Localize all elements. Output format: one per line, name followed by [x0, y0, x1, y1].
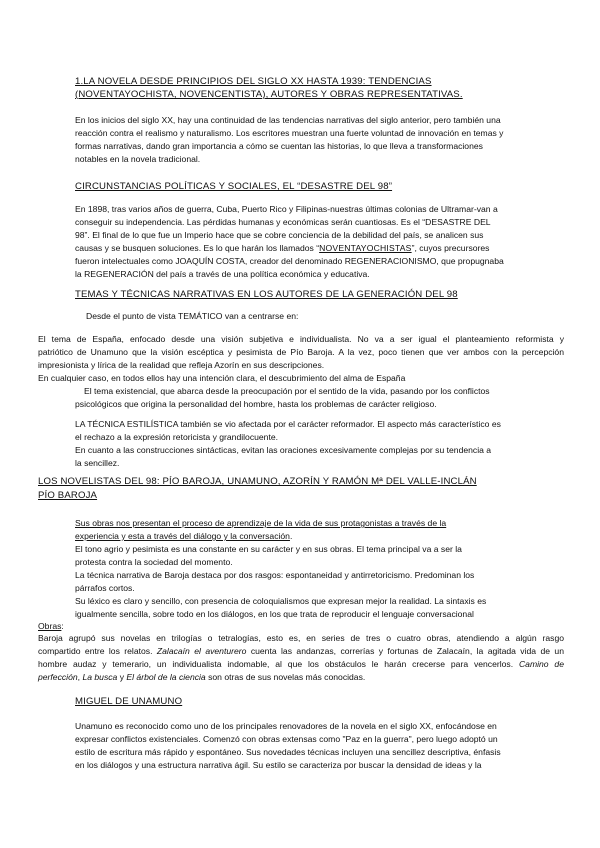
paragraph-line: párrafos cortos.	[75, 583, 135, 593]
paragraph-line: estilo de escritura más rápido y espontáneo. Sus novedades técnicas incluyen una sencillez descriptiva, énfasis	[75, 747, 501, 757]
paragraph-text: compartido entre los relatos.	[38, 646, 157, 656]
paragraph-line: conseguir su independencia. Las pérdidas humanas y económicas serán cuantiosas. Es el “DESASTRE DEL	[75, 217, 491, 227]
paragraph-text: y	[117, 672, 127, 682]
subintro-line: Desde el punto de vista TEMÁTICO van a centrarse en:	[86, 311, 299, 321]
intro-line: formas narrativas, dando gran importancia a cómo se cuentan las historias, lo que lleva a transformaciones	[75, 141, 483, 151]
paragraph-line: Baroja agrupó sus novelas en trilogías o tetralogías, esto es, en series de tres o cuatro obras, atendiendo a algún rasgo	[38, 633, 564, 643]
paragraph-line: El tema de España, enfocado desde una visión subjetiva e individualista. No va a ser igual el planteamiento reformista y	[38, 334, 564, 344]
document-title-line-2: (NOVENTAYOCHISTA, NOVENCENTISTA), AUTORES Y OBRAS REPRESENTATIVAS.	[75, 89, 463, 100]
paragraph-line: impresionista y lírica de la realidad que refleja Azorín en sus descripciones.	[38, 360, 325, 370]
subheading-pio-baroja: PÍO BAROJA	[38, 490, 98, 501]
book-title: Zalacaín el aventurero	[156, 646, 247, 656]
paragraph-line: patriótico de Unamuno que la visión escéptica y pesimista de Pío Baroja. A la vez, poco tienen que ver ambos con la percepción	[38, 347, 564, 357]
paragraph-line: Unamuno es reconocido como uno de los principales renovadores de la novela en el siglo XX, enfocándose en	[75, 721, 497, 731]
paragraph-line: La técnica narrativa de Baroja destaca por dos rasgos: espontaneidad y antirretoricismo. Predominan los	[75, 570, 475, 580]
paragraph-line: el rechazo a la expresión retoricista y grandilocuente.	[75, 432, 279, 442]
paragraph-line: En cuanto a las construcciones sintácticas, evitan las oraciones excesivamente complejas por su tendencia a	[75, 445, 492, 455]
paragraph-line: LA TÉCNICA ESTILÍSTICA también se vio afectada por el carácter reformador. El aspecto más característico es	[75, 419, 501, 429]
paragraph-text: experiencia y esta a través del diálogo y la conversación	[75, 531, 290, 541]
paragraph-line: expresar conflictos existenciales. Comenzó con obras extensas como "Paz en la guerra", pero luego adoptó un	[75, 734, 498, 744]
section-heading-temas: TEMAS Y TÉCNICAS NARRATIVAS EN LOS AUTORES DE LA GENERACIÓN DEL 98	[75, 289, 458, 300]
paragraph-line	[38, 645, 564, 657]
paragraph-line: En cualquier caso, en todos ellos hay una intención clara, el descubrimiento del alma de España	[38, 373, 406, 383]
paragraph-line: En 1898, tras varios años de guerra, Cuba, Puerto Rico y Filipinas-nuestras últimas colonias de Ultramar-van a	[75, 204, 498, 214]
paragraph-line: El tono agrio y pesimista es una constante en su carácter y en sus obras. El tema principal va a ser la	[75, 544, 462, 554]
book-title: El árbol de la ciencia	[126, 672, 206, 682]
paragraph-line	[38, 671, 365, 683]
section-heading-unamuno: MIGUEL DE UNAMUNO	[75, 696, 183, 707]
paragraph-line	[75, 242, 489, 254]
paragraph-text: hombre audaz y temerario, un individualista indomable, al que los obstáculos le harán crecerse para vencerlos.	[38, 659, 514, 669]
intro-line: reacción contra el realismo y naturalismo. Los escritores muestran una fuerte voluntad de innovación en temas y	[75, 128, 504, 138]
paragraph-line: igualmente sencilla, sobre todo en los diálogos, en los que trata de reproducir el lenguaje conversacional	[75, 609, 474, 619]
paragraph-line: la sencillez.	[75, 458, 120, 468]
paragraph-text: ”, cuyos precursores	[411, 243, 490, 253]
paragraph-line: en los diálogos y una estructura narrativa ágil. Su estilo se caracteriza por buscar la densidad de ideas y la	[75, 760, 482, 770]
intro-line: En los inicios del siglo XX, hay una continuidad de las tendencias narrativas del siglo anterior, pero también una	[75, 115, 501, 125]
paragraph-line: protesta contra la sociedad del momento.	[75, 557, 233, 567]
section-heading-circunstancias: CIRCUNSTANCIAS POLÍTICAS Y SOCIALES, EL “DESASTRE DEL 98”	[75, 181, 393, 192]
paragraph-line: fueron intelectuales como JOAQUÍN COSTA, creador del denominado REGENERACIONISMO, que propugnaba	[75, 256, 504, 266]
paragraph-text: :	[61, 621, 64, 631]
book-title: perfección	[38, 672, 78, 682]
book-title: La busca	[82, 672, 118, 682]
obras-label: Obras	[38, 621, 62, 631]
paragraph-line: Su léxico es claro y sencillo, con presencia de coloquialismos que expresan mejor la realidad. La sintaxis es	[75, 596, 487, 606]
paragraph-text: .	[289, 531, 293, 541]
section-heading-novelistas: LOS NOVELISTAS DEL 98: PÍO BAROJA, UNAMUNO, AZORÍN Y RAMÓN Mª DEL VALLE-INCLÁN	[38, 476, 477, 487]
paragraph-text: ,	[77, 672, 83, 682]
intro-line: notables en la novela tradicional.	[75, 154, 201, 164]
noventayochistas-term: NOVENTAYOCHISTAS	[319, 243, 412, 253]
book-title: Camino de	[513, 659, 564, 669]
paragraph-line	[38, 658, 564, 670]
paragraph-text: son otras de sus novelas más conocidas.	[205, 672, 366, 682]
paragraph-line: psicológicos que origina la personalidad del hombre, hasta los problemas de carácter religioso.	[75, 399, 437, 409]
paragraph-line	[75, 530, 292, 542]
paragraph-text: cuenta las andanzas, correrías y fortunas de Zalacaín, la agitada vida de un	[246, 646, 564, 656]
document-title-line-1: 1.LA NOVELA DESDE PRINCIPIOS DEL SIGLO XX HASTA 1939: TENDENCIAS	[75, 76, 432, 87]
paragraph-line: la REGENERACIÓN del país a través de una política económica y educativa.	[75, 269, 370, 279]
paragraph-line: El tema existencial, que abarca desde la preocupación por el sentido de la vida, pasando por los conflictos	[84, 386, 490, 396]
obras-label-line	[38, 620, 64, 632]
paragraph-text: causas y se busquen soluciones. Es lo que harán los llamados “	[75, 243, 320, 253]
paragraph-line: Sus obras nos presentan el proceso de aprendizaje de la vida de sus protagonistas a través de la	[75, 518, 447, 528]
paragraph-line: 98”. El final de lo que fue un Imperio hace que se cobre conciencia de la debilidad del país, se analicen sus	[75, 230, 484, 240]
